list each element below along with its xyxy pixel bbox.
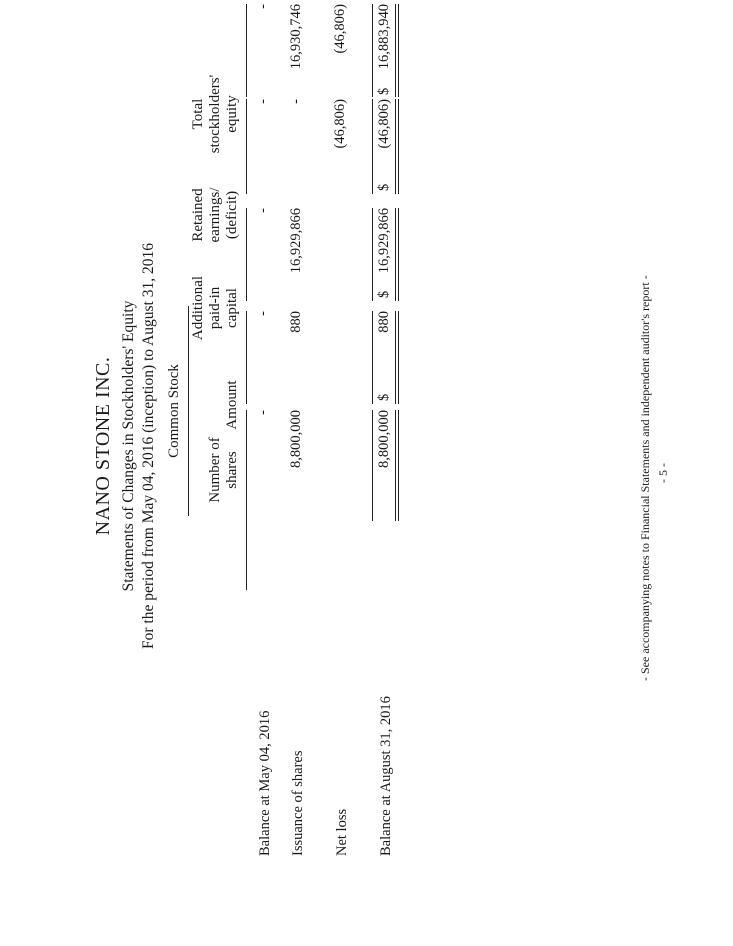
double-line-apic xyxy=(395,208,399,301)
currency-amount: $ xyxy=(376,393,392,401)
double-line-total xyxy=(395,4,399,97)
common-stock-header: Common Stock xyxy=(166,364,182,458)
cell-amount-balance-start: - xyxy=(255,311,271,316)
col-header-total: Total stockholders' equity xyxy=(190,74,240,154)
cell-apic-issuance: 16,929,866 xyxy=(288,208,304,274)
cell-amount-issuance: 880 xyxy=(288,311,304,333)
cell-retained-balance-end: (46,806) xyxy=(376,99,392,149)
currency-apic: $ xyxy=(376,290,392,298)
header-line-retained xyxy=(246,99,247,194)
cell-total-balance-end: 16,883,940 xyxy=(376,4,392,70)
cell-total-net-loss: (46,806) xyxy=(332,4,348,54)
col-header-shares: Number of shares xyxy=(207,437,240,503)
cell-retained-balance-start: - xyxy=(255,99,271,104)
total-line-apic xyxy=(372,208,373,301)
header-line-shares xyxy=(246,410,247,590)
footnote: - See accompanying notes to Financial Statements and independent auditor's report - xyxy=(638,275,652,681)
header-line-apic xyxy=(246,208,247,301)
total-line-shares xyxy=(372,410,373,521)
total-line-retained xyxy=(372,99,373,194)
statement-period: For the period from May 04, 2016 (inception) to August 31, 2016 xyxy=(140,243,157,649)
header-line-total xyxy=(246,4,247,97)
cell-total-issuance: 16,930,746 xyxy=(288,4,304,70)
cell-retained-net-loss: (46,806) xyxy=(332,99,348,149)
cell-shares-balance-start: - xyxy=(255,410,271,415)
cell-shares-issuance: 8,800,000 xyxy=(288,410,304,468)
row-label-balance-end: Balance at August 31, 2016 xyxy=(378,696,394,856)
cell-retained-issuance: - xyxy=(288,99,304,104)
cell-apic-balance-start: - xyxy=(255,208,271,213)
header-line-amount xyxy=(246,311,247,404)
row-label-issuance: Issuance of shares xyxy=(290,750,306,856)
row-label-net-loss: Net loss xyxy=(334,808,350,856)
col-header-amount: Amount xyxy=(224,380,240,430)
currency-retained: $ xyxy=(376,183,392,191)
total-line-total xyxy=(372,4,373,97)
double-line-amount xyxy=(395,311,399,404)
statement-title: Statements of Changes in Stockholders' Equity xyxy=(120,300,137,592)
col-header-apic: Additional paid-in capital xyxy=(190,275,240,341)
page-number: - 5 - xyxy=(656,463,670,483)
common-stock-underline xyxy=(188,306,189,516)
col-header-retained: Retained earnings/ (deficit) xyxy=(190,187,240,243)
double-line-retained xyxy=(395,99,399,194)
cell-total-balance-start: - xyxy=(255,4,271,9)
company-name: NANO STONE INC. xyxy=(92,356,114,536)
currency-total: $ xyxy=(376,87,392,95)
double-line-shares xyxy=(395,410,399,521)
cell-shares-balance-end: 8,800,000 xyxy=(376,410,392,468)
cell-amount-balance-end: 880 xyxy=(376,311,392,333)
total-line-amount xyxy=(372,311,373,404)
cell-apic-balance-end: 16,929,866 xyxy=(376,208,392,274)
row-label-balance-start: Balance at May 04, 2016 xyxy=(257,710,273,856)
